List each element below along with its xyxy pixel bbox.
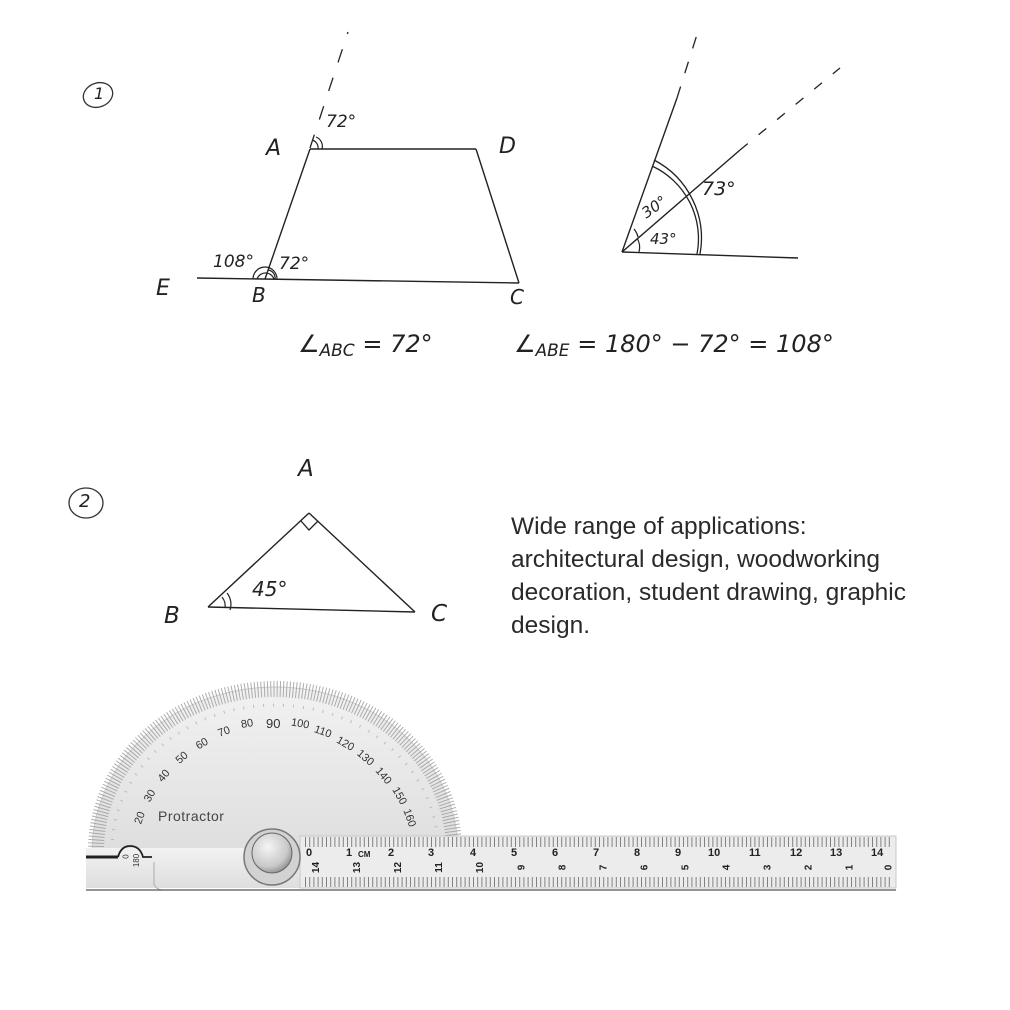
vertex-a-label: A — [266, 136, 282, 161]
protractor-degree-140: 140 — [372, 765, 394, 787]
protractor-degree-20: 20 — [132, 810, 148, 826]
ruler-bottom-14: 14 — [311, 861, 323, 874]
protractor-degree-120: 120 — [334, 734, 357, 754]
ruler-bottom-7: 7 — [598, 864, 610, 871]
ruler-top-14: 14 — [871, 847, 884, 859]
ruler-top-10: 10 — [708, 847, 721, 859]
ruler-bottom-9: 9 — [516, 864, 528, 871]
equation-abc-label: ABC — [319, 341, 355, 361]
ruler-top-0: 0 — [306, 847, 313, 859]
protractor-label: Protractor — [158, 808, 225, 824]
protractor-degree-110: 110 — [312, 723, 334, 741]
protractor-degree-60: 60 — [193, 735, 211, 753]
equation-abe-value: = 180° − 72° = 108° — [577, 330, 834, 358]
equation-abc-value: = 72° — [362, 330, 433, 358]
ruler-top-13: 13 — [830, 847, 843, 859]
triangle-vertex-c: C — [431, 601, 448, 627]
ruler-bottom-10: 10 — [475, 861, 487, 874]
ruler-bottom-13: 13 — [352, 861, 364, 874]
ruler-top-5: 5 — [511, 847, 518, 859]
ruler-top-1: 1 — [346, 847, 353, 859]
angle-upper-label: 30° — [638, 192, 671, 222]
triangle-vertex-b: B — [164, 603, 180, 629]
ruler-top-7: 7 — [593, 847, 600, 859]
protractor-degree-80: 80 — [240, 717, 255, 731]
ruler-top-9: 9 — [675, 847, 682, 859]
ruler-top-2: 2 — [388, 847, 395, 859]
figure2-number: 2 — [79, 491, 91, 512]
angle-b-inner-label: 72° — [279, 254, 310, 274]
ruler-bottom-12: 12 — [393, 861, 405, 874]
protractor-degree-40: 40 — [155, 767, 173, 785]
figure1-number: 1 — [94, 84, 105, 103]
angle-total-label: 73° — [702, 178, 736, 200]
ruler-bottom-11: 11 — [433, 862, 445, 873]
description-line: architectural design, woodworking — [511, 546, 881, 573]
protractor-degree-160: 160 — [400, 807, 418, 829]
ruler-top-6: 6 — [552, 847, 559, 859]
ruler-bottom-4: 4 — [721, 864, 733, 871]
vertex-e-label: E — [156, 276, 170, 301]
angle-a-label: 72° — [326, 112, 357, 132]
ruler-bottom-6: 6 — [639, 864, 651, 871]
triangle-vertex-a: A — [298, 456, 314, 482]
description-line: decoration, student drawing, graphic — [511, 579, 906, 606]
ruler-bottom-5: 5 — [680, 864, 692, 871]
vertex-b-label: B — [252, 283, 266, 307]
protractor-degree-50: 50 — [173, 749, 191, 767]
description-line: Wide range of applications: — [511, 513, 807, 540]
triangle-angle-b-label: 45° — [252, 577, 288, 601]
equation-abe-label: ABE — [535, 341, 570, 361]
ruler-top-11: 11 — [749, 847, 761, 859]
pivot-180-label: 180 — [132, 853, 142, 868]
angle-lower-label: 43° — [650, 230, 677, 248]
ruler-top-3: 3 — [428, 847, 435, 859]
angle-symbol-icon: ∠ — [298, 330, 320, 358]
ruler-top-4: 4 — [470, 847, 477, 859]
ruler-top-8: 8 — [634, 847, 641, 859]
protractor-degree-100: 100 — [290, 716, 311, 732]
vertex-c-label: C — [510, 285, 524, 309]
ruler-bottom-1: 1 — [844, 864, 856, 871]
vertex-d-label: D — [499, 134, 516, 159]
ruler-top-12: 12 — [790, 847, 803, 859]
ruler-bottom-8: 8 — [557, 864, 569, 871]
ruler-bottom-3: 3 — [762, 864, 774, 871]
angle-b-outer-label: 108° — [213, 252, 254, 272]
angle-symbol-icon: ∠ — [514, 330, 536, 358]
description-line: design. — [511, 612, 591, 639]
pivot-zero-label: 0 — [121, 854, 131, 859]
ruler-unit-label: CM — [358, 850, 371, 859]
protractor-degree-70: 70 — [216, 724, 232, 740]
protractor-degree-130: 130 — [354, 747, 377, 769]
protractor-degree-30: 30 — [141, 787, 159, 805]
ruler-bottom-0: 0 — [883, 864, 895, 871]
ruler-bottom-2: 2 — [803, 864, 815, 871]
protractor-degree-150: 150 — [389, 785, 409, 807]
protractor-degree-90: 90 — [266, 716, 281, 731]
